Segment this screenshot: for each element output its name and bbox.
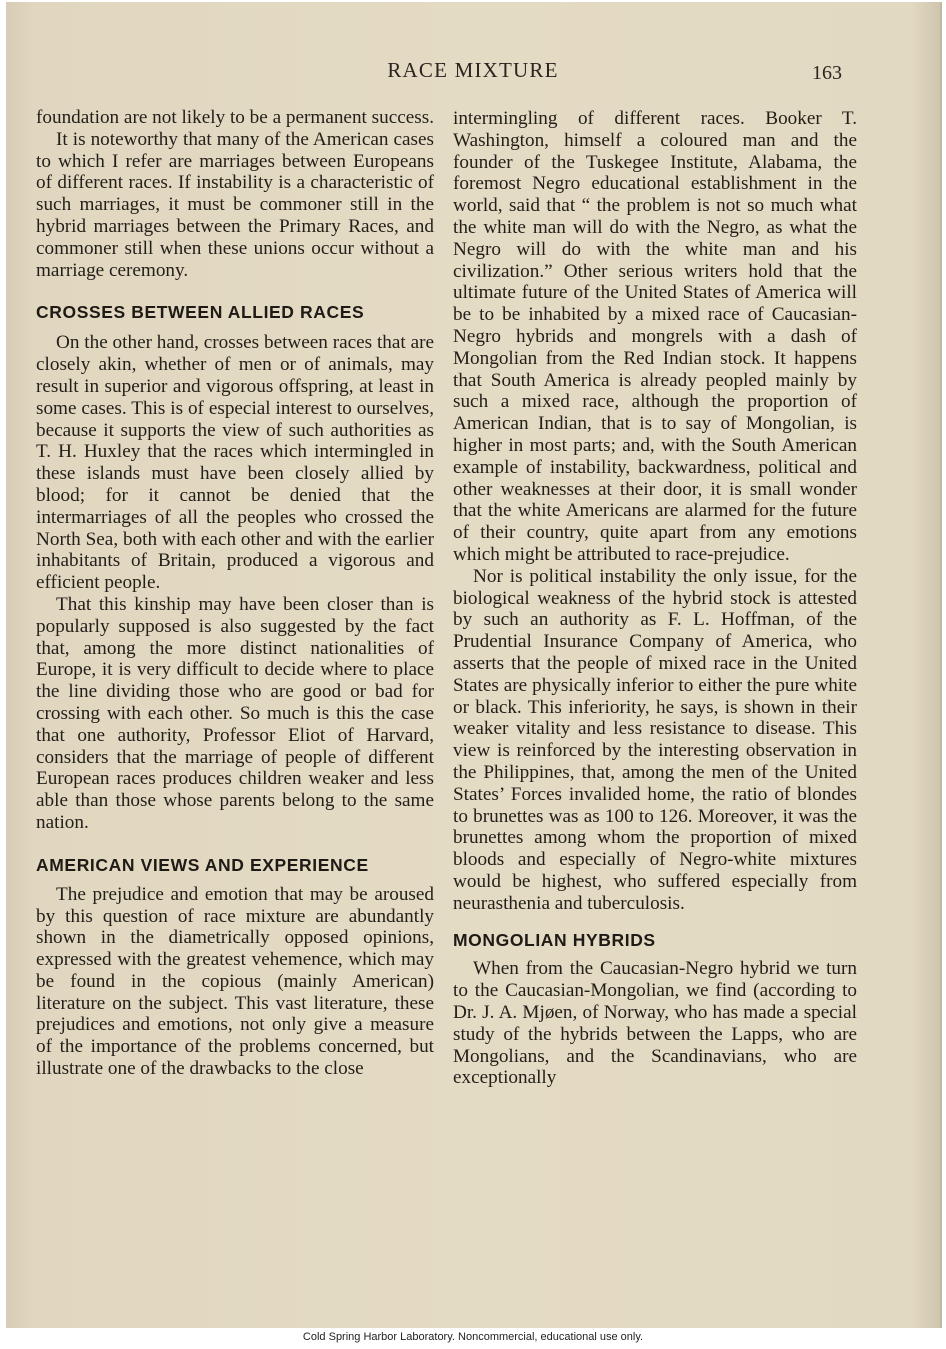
paragraph: foundation are not likely to be a permanent success. — [36, 107, 435, 128]
running-title: RACE MIXTURE — [387, 58, 559, 82]
left-column — [36, 107, 434, 1080]
paragraph: On the other hand, crosses between races that are closely akin, whether of men or of animals, may result in superior and vigorous offspring, at least in some cases. This is of especial interest to ourselves, because it supports the view of such authorities as T. H. Huxley that the races which intermingled in these islands must have been closely allied by blood; for it cannot be denied that the intermarriages of all the peoples who crossed the North Sea, both with each other and with the earlier inhabitants of Britain, produced a vigorous and efficient people. — [36, 332, 434, 594]
page-number: 163 — [812, 62, 842, 84]
paragraph: That this kinship may have been closer than is popularly supposed is also suggested by the fact that, among the more distinct nationalities of Europe, it is very difficult to decide where to place the line dividing those who are good or bad for crossing with each other. So much is this the case that one authority, Professor Eliot of Harvard, considers that the marriage of people of different European races produces children weaker and less able than those whose parents belong to the same nation. — [36, 593, 434, 833]
section-heading-american: AMERICAN VIEWS AND EXPERIENCE — [36, 854, 369, 875]
paragraph: It is noteworthy that many of the American cases to which I refer are marriages between Europeans of different races. If instability is a characteristic of such marriages, it must be commoner still in the hybrid marriages between the Primary Races, and commoner still when these unions occur without a marriage ceremony. — [36, 128, 434, 281]
right-column — [453, 108, 857, 1089]
paragraph: When from the Caucasian-Negro hybrid we turn to the Caucasian-Mongolian, we find (according to Dr. J. A. Mjøen, of Norway, who has made a special study of the hybrids between the Lapps, who are Mongolians, and the Scandinavians, who are exceptionally — [453, 958, 857, 1089]
paragraph: The prejudice and emotion that may be aroused by this question of race mixture are abundantly shown in the diametrically opposed opinions, expressed with the greatest vehemence, which may be found in the copious (mainly American) literature on the subject. This vast literature, these prejudices and emotions, not only give a measure of the importance of the problems concerned, but illustrate one of the drawbacks to the close — [36, 883, 434, 1080]
section-heading-mongolian: MONGOLIAN HYBRIDS — [453, 930, 656, 951]
paragraph: intermingling of different races. Booker T. Washington, himself a coloured man and the founder of the Tuskegee Institute, Alabama, the foremost Negro educational establishment in the world, said that “ the problem is not so much what the white man will do with the Negro, as what the Negro will do with the white man and his civilization.” Other serious writers hold that the ultimate future of the United States of America will be to be inhabited by a mixed race of Caucasian-Negro hybrids and mongrels with a dash of Mongolian from the Red Indian stock. It happens that South America is already peopled mainly by such a mixed race, although the proportion of American Indian, that is to say of Mongolian, is higher in most parts; and, with the South American example of instability, backwardness, political and other weaknesses at their door, it is small wonder that the white Americans are alarmed for the future of their country, quite apart from any emotions which might be attributed to race-prejudice. — [453, 108, 857, 565]
paragraph: Nor is political instability the only issue, for the biological weakness of the hybrid stock is attested by such an authority as F. L. Hoffman, of the Prudential Insurance Company of America, who asserts that the people of mixed race in the United States are physically inferior to either the pure white or black. This inferiority, he says, is shown in their weaker vitality and less resistance to disease. This view is reinforced by the interesting observation in the Philippines, that, among the men of the United States’ Forces invalided home, the ratio of blondes to brunettes was as 100 to 126. Moreover, it was the brunettes among whom the proportion of mixed bloods and especially of Negro-white mixtures would be highest, who suffered especially from neurasthenia and tuberculosis. — [453, 565, 857, 914]
archive-credit-footer: Cold Spring Harbor Laboratory. Noncommercial, educational use only. — [302, 1331, 644, 1343]
section-heading-crosses: CROSSES BETWEEN ALLIED RACES — [36, 302, 365, 323]
